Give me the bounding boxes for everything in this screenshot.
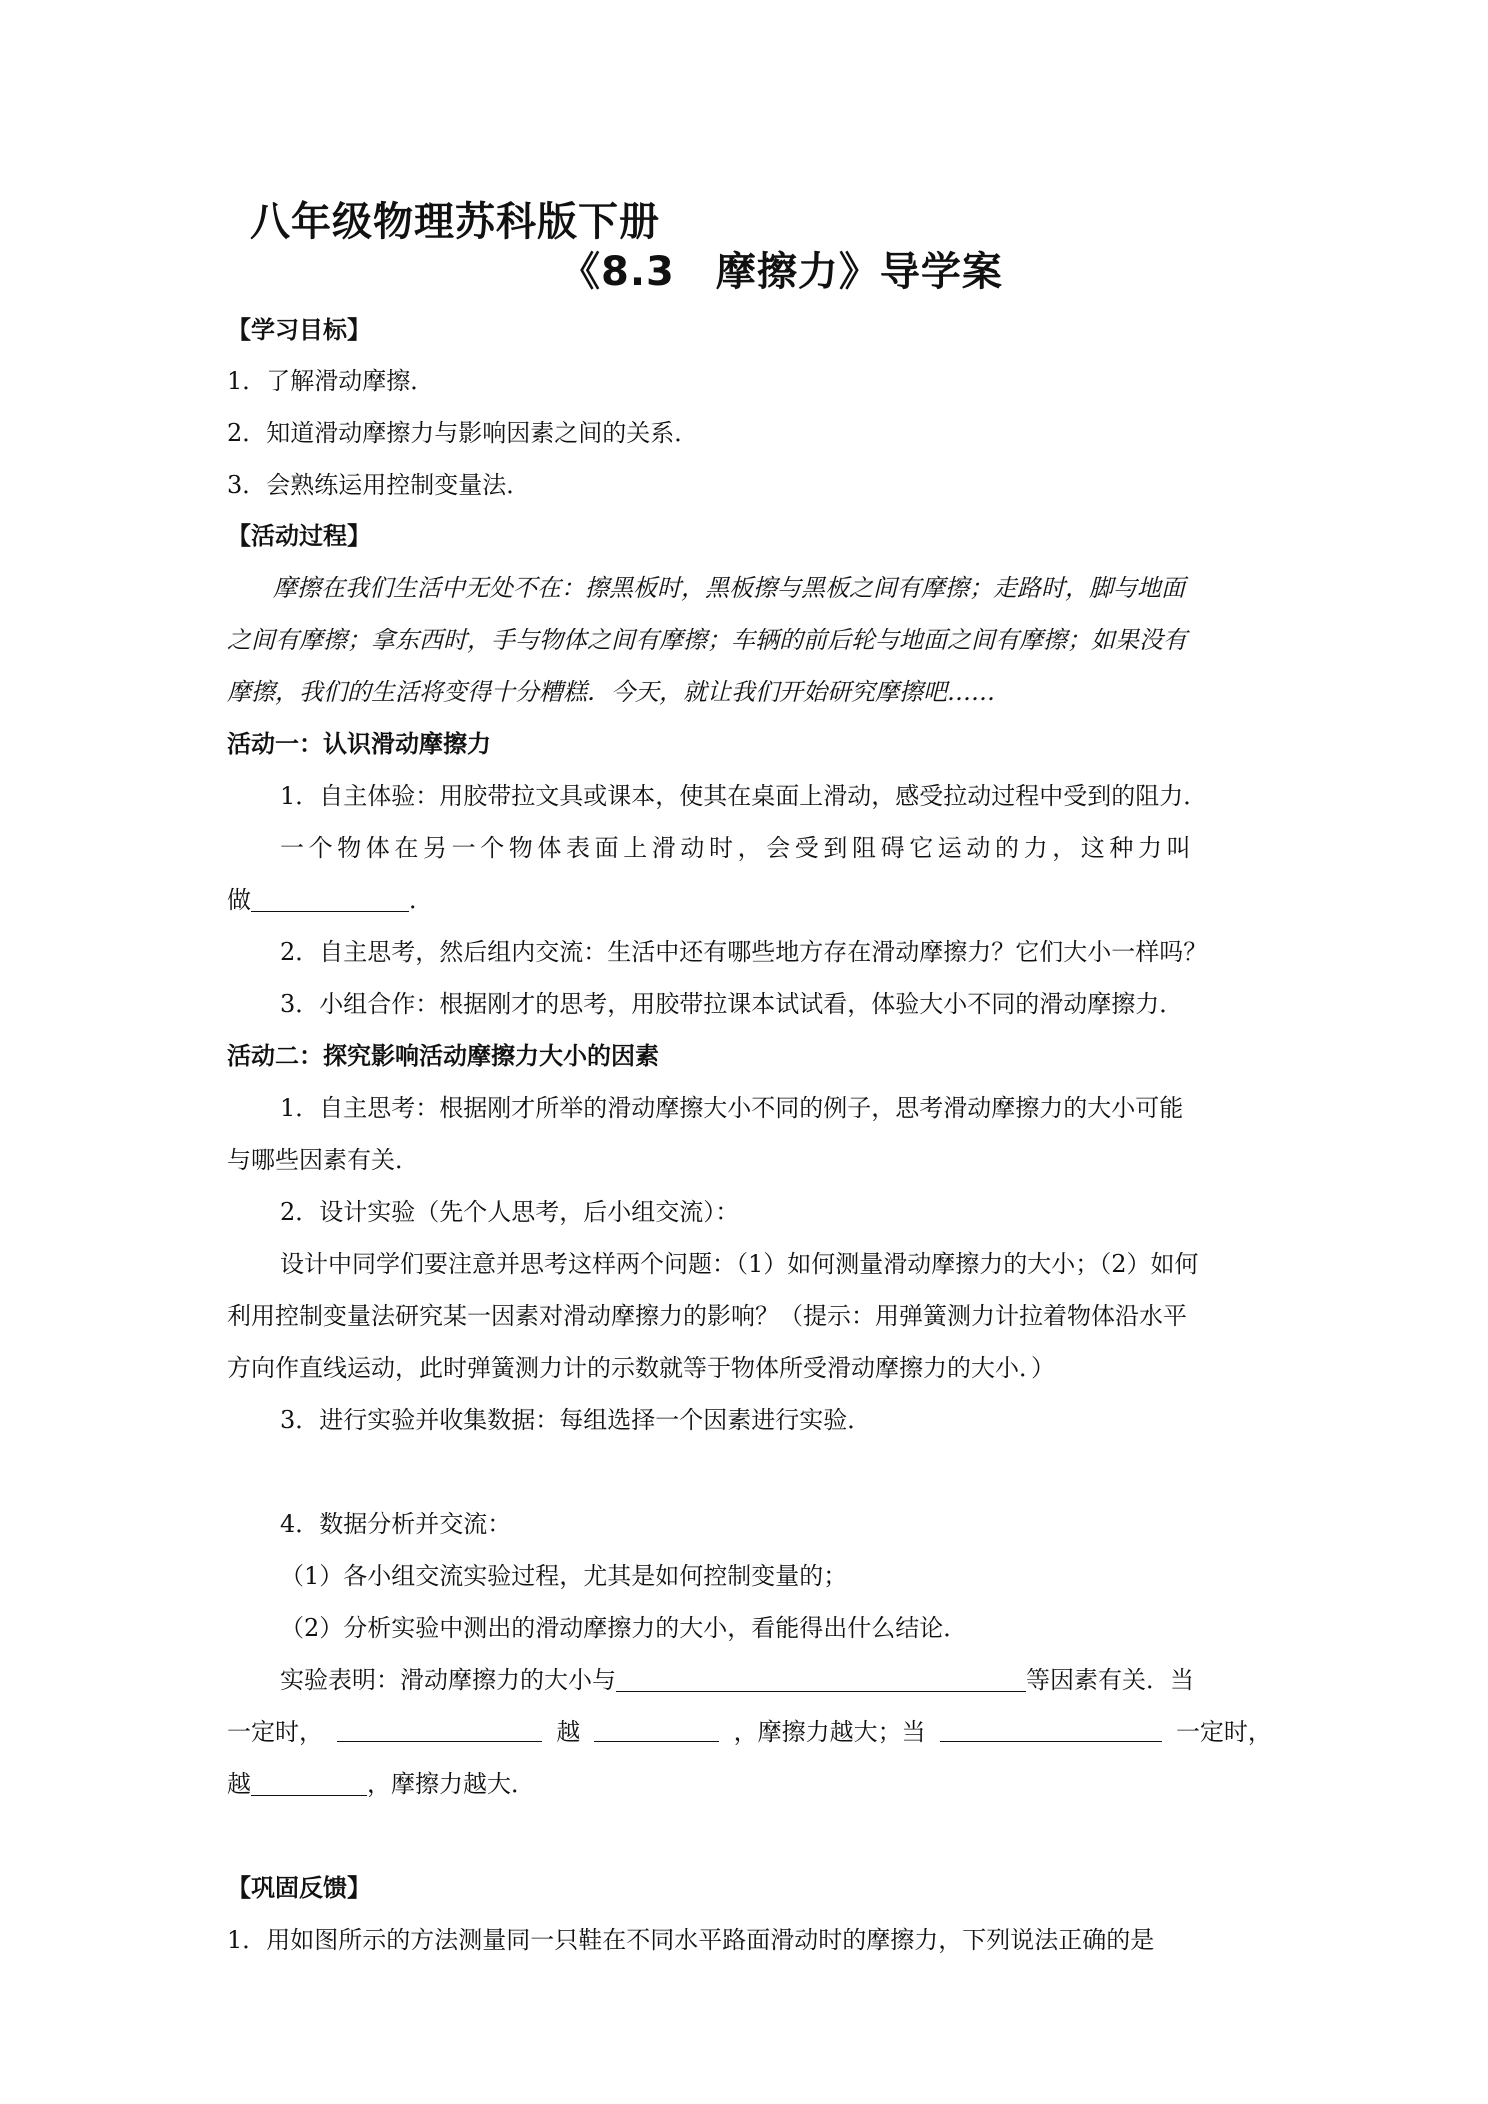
activity2-paragraph-4: 3．进行实验并收集数据：每组选择一个因素进行实验． bbox=[280, 1406, 872, 1434]
activity1-paragraph-3: 2．自主思考，然后组内交流：生活中还有哪些地方存在滑动摩擦力？它们大小一样吗？ bbox=[280, 938, 1208, 966]
activity1-heading: 活动一：认识滑动摩擦力 bbox=[227, 730, 491, 758]
process-intro-line-3: 摩擦，我们的生活将变得十分糟糕．今天，就让我们开始研究摩擦吧…… bbox=[227, 678, 995, 706]
text-zuo: 做 bbox=[227, 886, 251, 914]
activity2-heading: 活动二：探究影响活动摩擦力大小的因素 bbox=[227, 1042, 659, 1070]
conclusion-text-2a: 一定时， bbox=[227, 1718, 323, 1746]
answer-blank-variable-1[interactable] bbox=[594, 1715, 719, 1742]
activity1-paragraph-1: 1．自主体验：用胶带拉文具或课本，使其在桌面上滑动，感受拉动过程中受到的阻力． bbox=[280, 782, 1208, 810]
answer-blank-controlled-1[interactable] bbox=[337, 1715, 542, 1742]
activity2-paragraph-2: 2．设计实验（先个人思考，后小组交流）： bbox=[280, 1198, 740, 1226]
conclusion-text-3a: 越 bbox=[227, 1770, 251, 1798]
goal-item-2: 2．知道滑动摩擦力与影响因素之间的关系． bbox=[227, 419, 699, 447]
answer-blank-friction-name[interactable] bbox=[251, 885, 409, 912]
page-title-lesson: 《8.3 摩擦力》导学案 bbox=[560, 249, 1003, 295]
conclusion-line-1 bbox=[280, 1663, 1194, 1697]
activity2-paragraph-1a: 1．自主思考：根据刚才所举的滑动摩擦大小不同的例子，思考滑动摩擦力的大小可能 bbox=[280, 1094, 1184, 1122]
activity2-paragraph-3b: 利用控制变量法研究某一因素对滑动摩擦力的影响？（提示：用弹簧测力计拉着物体沿水平 bbox=[227, 1302, 1187, 1330]
activity2-paragraph-3a: 设计中同学们要注意并思考这样两个问题：（1）如何测量滑动摩擦力的大小；（2）如何 bbox=[280, 1250, 1199, 1278]
conclusion-text-2c: ，摩擦力越大；当 bbox=[733, 1718, 926, 1746]
goal-item-1: 1．了解滑动摩擦． bbox=[227, 367, 435, 395]
conclusion-text-2d: 一定时， bbox=[1175, 1718, 1272, 1746]
feedback-question-1: 1．用如图所示的方法测量同一只鞋在不同水平路面滑动时的摩擦力，下列说法正确的是 bbox=[227, 1926, 1155, 1954]
activity2-paragraph-7: （2）分析实验中测出的滑动摩擦力的大小，看能得出什么结论． bbox=[280, 1614, 968, 1642]
activity1-paragraph-2-end bbox=[227, 883, 433, 917]
conclusion-line-2 bbox=[227, 1715, 1272, 1749]
conclusion-line-3 bbox=[227, 1767, 535, 1801]
activity2-paragraph-1b: 与哪些因素有关． bbox=[227, 1146, 419, 1174]
activity1-paragraph-4: 3．小组合作：根据刚才的思考，用胶带拉课本试试看，体验大小不同的滑动摩擦力． bbox=[280, 990, 1184, 1018]
conclusion-text-1b: 等因素有关．当 bbox=[1026, 1666, 1194, 1694]
activity2-paragraph-5: 4．数据分析并交流： bbox=[280, 1510, 512, 1538]
answer-blank-variable-2[interactable] bbox=[251, 1769, 367, 1796]
page-title-grade: 八年级物理苏科版下册 bbox=[250, 199, 660, 245]
activity2-paragraph-3c: 方向作直线运动，此时弹簧测力计的示数就等于物体所受滑动摩擦力的大小．） bbox=[227, 1354, 1055, 1382]
goal-item-3: 3．会熟练运用控制变量法． bbox=[227, 471, 531, 499]
process-heading: 【活动过程】 bbox=[227, 522, 371, 550]
activity1-paragraph-2: 一个物体在另一个物体表面上滑动时，会受到阻碍它运动的力，这种力叫 bbox=[280, 834, 1196, 862]
conclusion-text-2b: 越 bbox=[556, 1718, 581, 1746]
process-intro-line-2: 之间有摩擦；拿东西时，手与物体之间有摩擦；车辆的前后轮与地面之间有摩擦；如果没有 bbox=[227, 626, 1187, 654]
activity2-paragraph-6: （1）各小组交流实验过程，尤其是如何控制变量的； bbox=[280, 1562, 848, 1590]
conclusion-text-1a: 实验表明：滑动摩擦力的大小与 bbox=[280, 1666, 616, 1694]
process-intro-line-1: 摩擦在我们生活中无处不在：擦黑板时，黑板擦与黑板之间有摩擦；走路时，脚与地面 bbox=[273, 574, 1185, 602]
goals-heading: 【学习目标】 bbox=[227, 316, 371, 344]
text-period: ． bbox=[409, 886, 433, 914]
answer-blank-controlled-2[interactable] bbox=[940, 1715, 1162, 1742]
answer-blank-factors[interactable] bbox=[616, 1665, 1026, 1692]
conclusion-text-3b: ，摩擦力越大． bbox=[367, 1770, 535, 1798]
feedback-heading: 【巩固反馈】 bbox=[227, 1874, 371, 1902]
